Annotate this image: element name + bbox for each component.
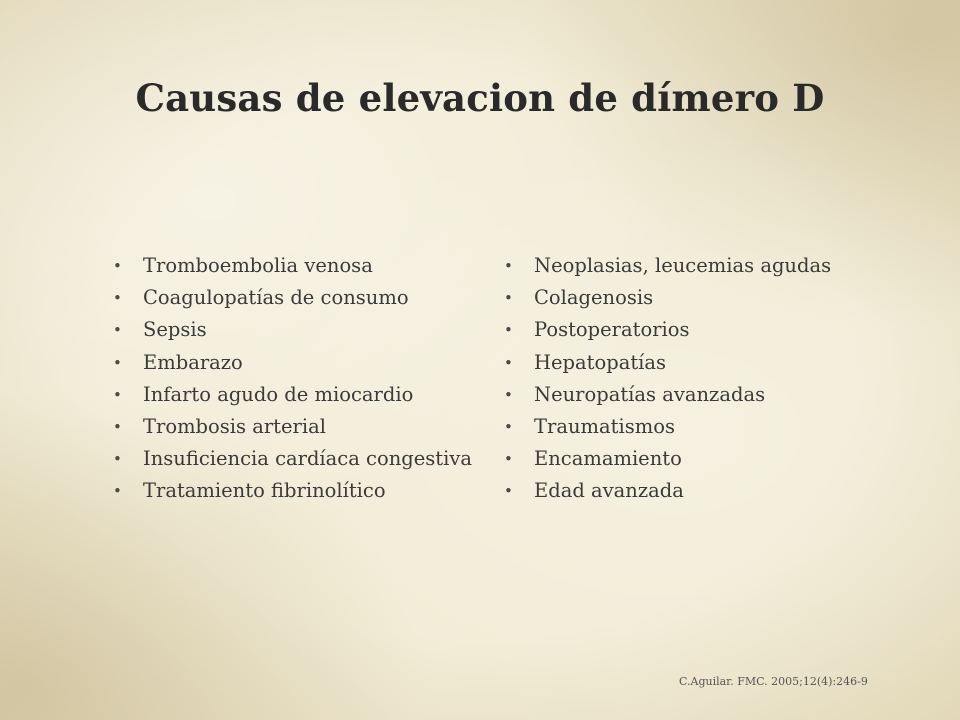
list-item [504,443,904,475]
left-bullet-list [113,250,493,508]
list-item-text: Traumatismos [534,414,675,438]
list-item [113,282,493,314]
list-item [504,475,904,507]
bullet-icon: • [113,353,122,372]
list-item-text: Colagenosis [534,286,654,310]
list-item-text: Sepsis [143,318,207,342]
bullet-icon: • [113,257,122,275]
bullet-icon: • [504,289,513,308]
bullet-icon: • [113,321,122,340]
list-item-text: Tromboembolia venosa [143,254,373,277]
list-item-text: Hepatopatías [534,350,667,374]
list-item-text: Edad avanzada [534,479,684,503]
right-bullet-list [504,250,904,508]
bullet-icon: • [113,417,122,436]
bullet-icon: • [504,321,513,340]
list-item [504,282,904,314]
list-item [504,250,904,282]
citation: C.Aguilar. FMC. 2005;12(4):246-9 [679,675,868,688]
bullet-icon: • [504,257,513,275]
list-item-text: Infarto agudo de miocardio [143,382,414,406]
list-item [113,250,493,282]
list-item [113,379,493,411]
bullet-icon: • [504,385,513,404]
list-item-text: Coagulopatías de consumo [143,286,409,310]
list-item-text: Postoperatorios [534,318,690,342]
list-item [113,411,493,443]
list-item-text: Tratamiento fibrinolítico [143,479,386,503]
list-item-text: Insuficiencia cardíaca congestiva [143,447,472,471]
bullet-icon: • [504,450,513,469]
slide-title: Causas de elevacion de dímero D [135,76,825,120]
bullet-icon: • [113,482,122,501]
list-item [113,475,493,507]
bullet-icon: • [504,353,513,372]
list-item-text: Neoplasias, leucemias agudas [534,254,832,277]
list-item [504,411,904,443]
list-item-text: Embarazo [143,350,243,374]
list-item [113,443,493,475]
bullet-icon: • [113,450,122,469]
bullet-icon: • [113,289,122,308]
bullet-icon: • [504,417,513,436]
bullet-icon: • [113,385,122,404]
list-item [504,314,904,346]
list-item [113,347,493,379]
bullet-icon: • [504,482,513,501]
list-item-text: Trombosis arterial [143,414,326,438]
list-item [504,347,904,379]
list-item-text: Neuropatías avanzadas [534,382,766,406]
list-item [113,314,493,346]
list-item [504,379,904,411]
list-item-text: Encamamiento [534,447,682,471]
